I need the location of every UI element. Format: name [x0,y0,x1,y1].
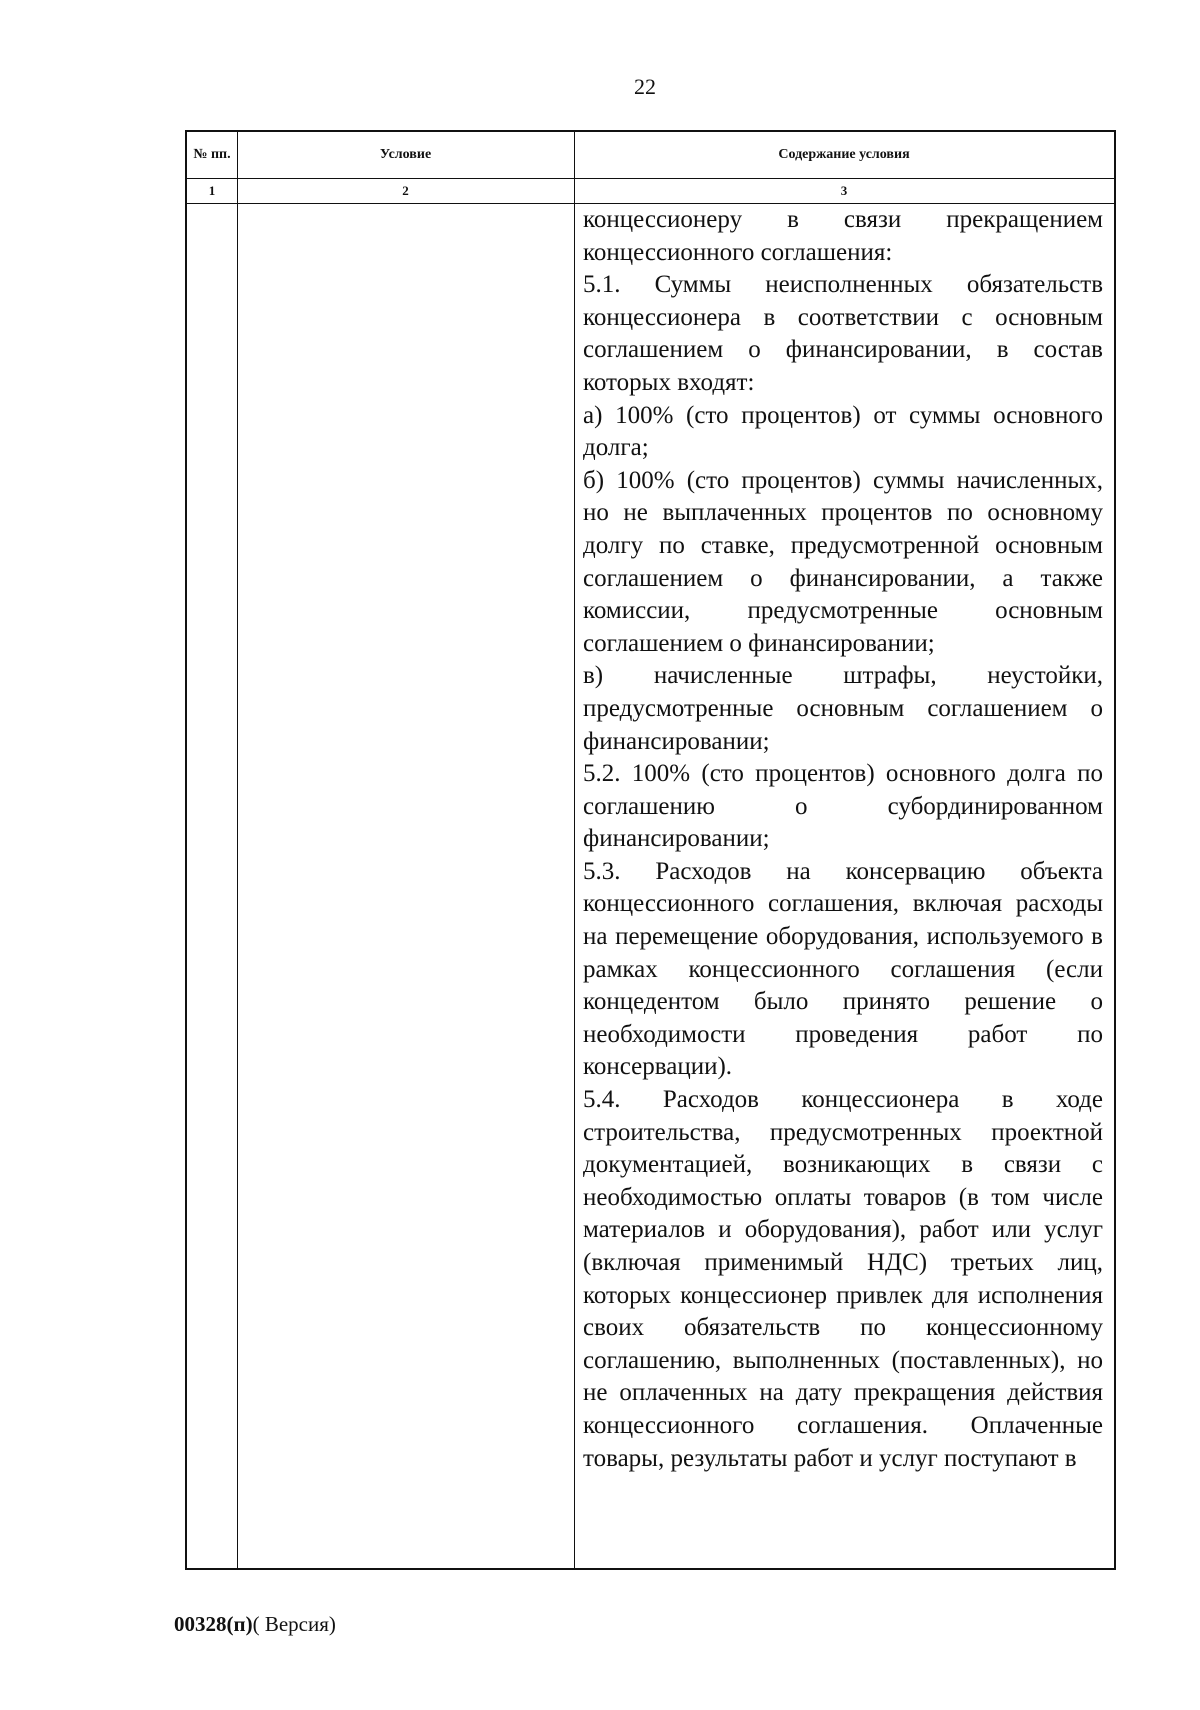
column-number-3: 3 [840,182,848,198]
content-paragraph: 5.3. Расходов на консервацию объекта концессионного соглашения, включая расходы на перемещение оборудования, используемого в рамках концессионного соглашения (если концедентом было принято решение о необходимости проведения работ по консервации). [583,857,1103,1081]
header-content: Содержание условия [778,147,910,162]
content-paragraph: 5.1. Суммы неисполненных обязательств концессионера в соответствии с основным соглашением о финансировании, в состав которых входят: [583,271,1103,396]
page-number: 22 [634,74,656,99]
conditions-table [185,130,1116,1570]
column-divider [574,132,575,1568]
column-divider [237,132,238,1568]
document-footer [174,1612,336,1637]
header-number: № пп. [193,147,231,162]
content-paragraph: б) 100% (сто процентов) суммы начисленных, но не выплаченных процентов по основному долгу по ставке, предусмотренной основным соглашением о финансировании, а также комиссии, предусмотренные основным соглашением о финансировании; [583,466,1103,657]
document-version: ( Версия) [252,1612,336,1636]
content-paragraph: а) 100% (сто процентов) от суммы основного долга; [583,401,1103,462]
condition-content [583,204,1103,1475]
content-paragraph: в) начисленные штрафы, неустойки, предусмотренные основным соглашением о финансировании; [583,662,1103,755]
column-number-2: 2 [402,182,409,198]
header-condition: Условие [379,147,432,162]
column-number-1: 1 [208,182,216,198]
content-paragraph: 5.4. Расходов концессионера в ходе строительства, предусмотренных проектной документацией, возникающих в связи с необходимостью оплаты товаров (в том числе материалов и оборудования), работ или услуг (включая применимый НДС) третьих лиц, которых концессионер привлек для исполнения своих обязательств по концессионному соглашению, выполненных (поставленных), но не оплаченных на дату прекращения действия концессионного соглашения. Оплаченные товары, результаты работ и услуг поступают в [583,1086,1103,1472]
document-code: 00328(п) [174,1612,253,1636]
content-paragraph: концессионеру в связи прекращением концессионного соглашения: [583,206,1103,266]
content-paragraph: 5.2. 100% (сто процентов) основного долга по соглашению о субординированном финансировании; [583,760,1103,853]
